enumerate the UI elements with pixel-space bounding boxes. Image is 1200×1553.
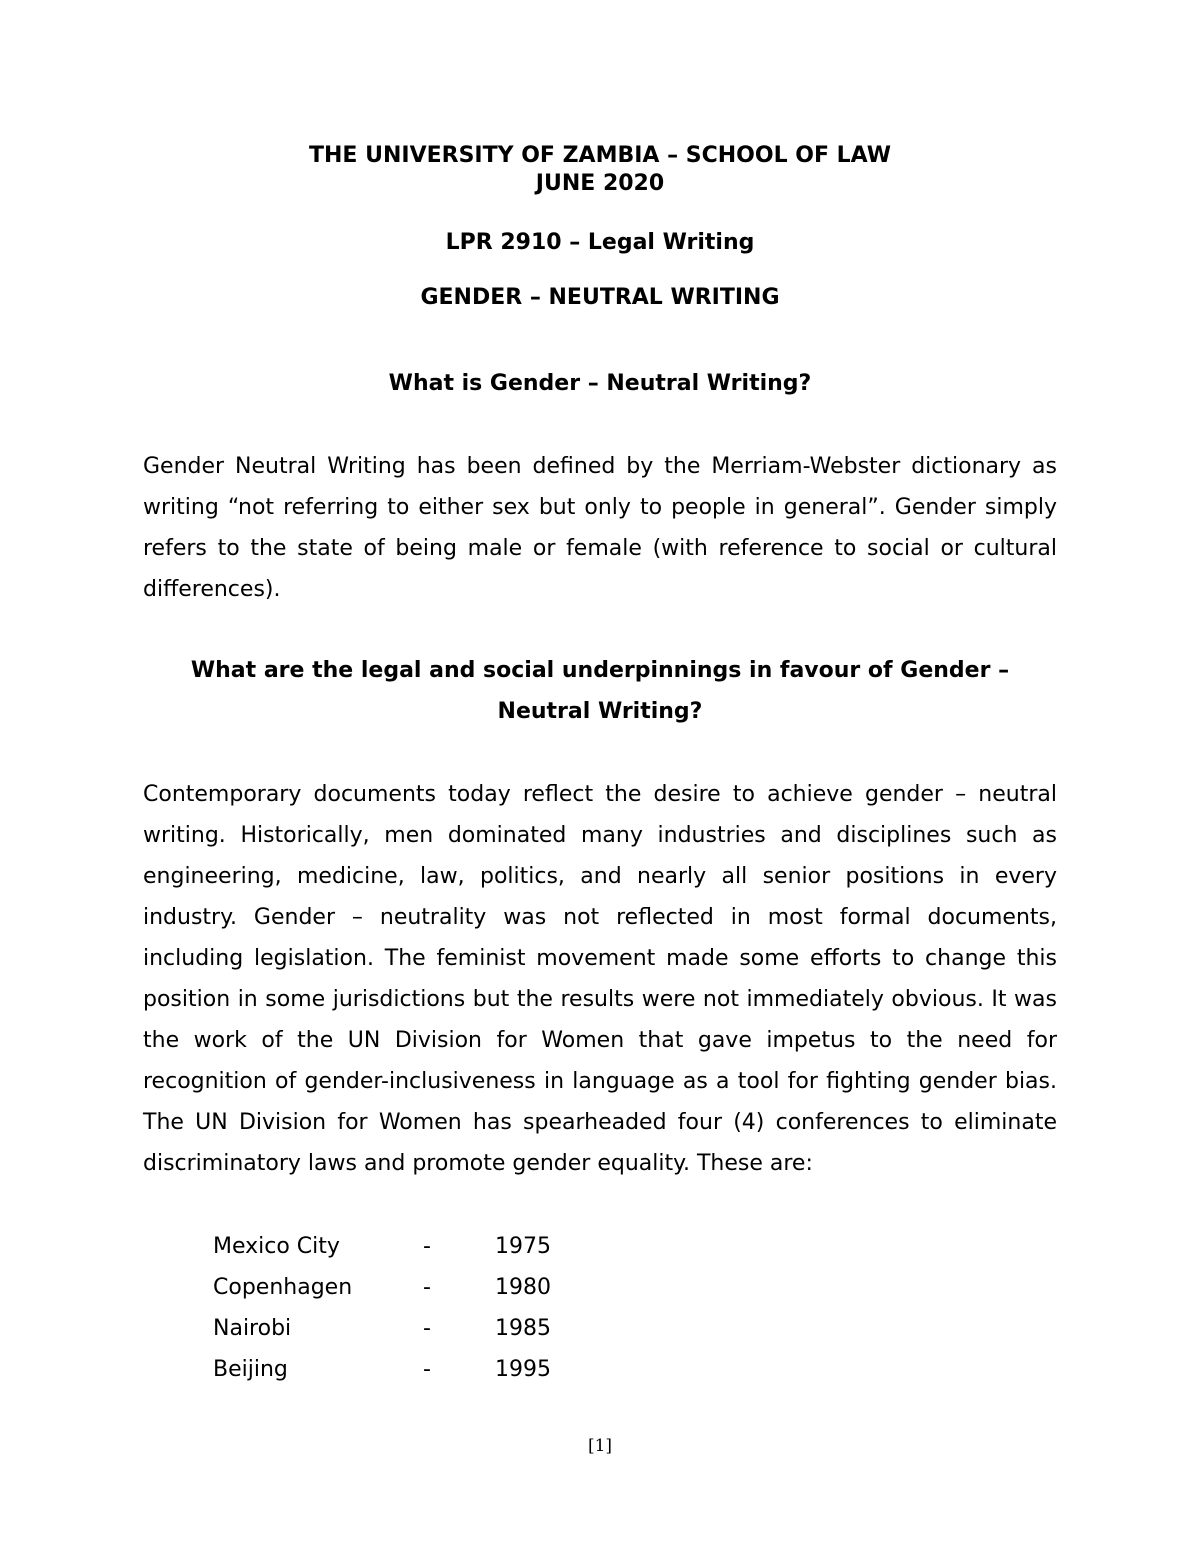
university-title: THE UNIVERSITY OF ZAMBIA – SCHOOL OF LAW bbox=[309, 143, 891, 168]
conference-year: 1995 bbox=[495, 1357, 551, 1382]
section2-heading: What are the legal and social underpinnings in favour of Gender – Neutral Writing? bbox=[190, 658, 1010, 724]
conference-year: 1985 bbox=[495, 1316, 551, 1341]
document-date: JUNE 2020 bbox=[535, 171, 665, 196]
list-item bbox=[213, 1226, 613, 1267]
topic-title: GENDER – NEUTRAL WRITING bbox=[420, 285, 780, 310]
conference-dash: - bbox=[423, 1316, 431, 1341]
conference-city: Mexico City bbox=[213, 1234, 340, 1259]
list-item bbox=[213, 1349, 613, 1390]
section2-paragraph-text: Contemporary documents today reflect the desire to achieve gender – neutral writing. Historically, men dominated many industries and disciplines such as engineering, medicine, law, politics, and nearly all senior positions in every industry. Gender – neutrality was not reflected in most formal documents, including legislation. The feminist movement made some efforts to change this position in some jurisdictions but the results were not immediately obvious. It was the work of the UN Division for Women that gave impetus to the need for recognition of gender-inclusiveness in language as a tool for fighting gender bias. The UN Division for Women has spearheaded four (4) conferences to eliminate discriminatory laws and promote gender equality. These are: bbox=[143, 782, 1057, 1176]
conference-year: 1980 bbox=[495, 1275, 551, 1300]
conference-city: Nairobi bbox=[213, 1316, 292, 1341]
conference-dash: - bbox=[423, 1275, 431, 1300]
conference-dash: - bbox=[423, 1234, 431, 1259]
page-number: [1] bbox=[587, 1436, 613, 1456]
section1-paragraph bbox=[143, 446, 1057, 610]
section1-paragraph-text: Gender Neutral Writing has been defined by the Merriam-Webster dictionary as writing “not referring to either sex but only to people in general”. Gender simply refers to the state of being male or female (with reference to social or cultural differences). bbox=[143, 454, 1057, 602]
list-item bbox=[213, 1267, 613, 1308]
section1-heading: What is Gender – Neutral Writing? bbox=[388, 371, 812, 396]
conference-list bbox=[213, 1226, 613, 1390]
section2-paragraph bbox=[143, 774, 1057, 1184]
conference-city: Beijing bbox=[213, 1357, 288, 1382]
conference-year: 1975 bbox=[495, 1234, 551, 1259]
course-title: LPR 2910 – Legal Writing bbox=[445, 230, 755, 255]
list-item bbox=[213, 1308, 613, 1349]
conference-dash: - bbox=[423, 1357, 431, 1382]
conference-city: Copenhagen bbox=[213, 1275, 353, 1300]
